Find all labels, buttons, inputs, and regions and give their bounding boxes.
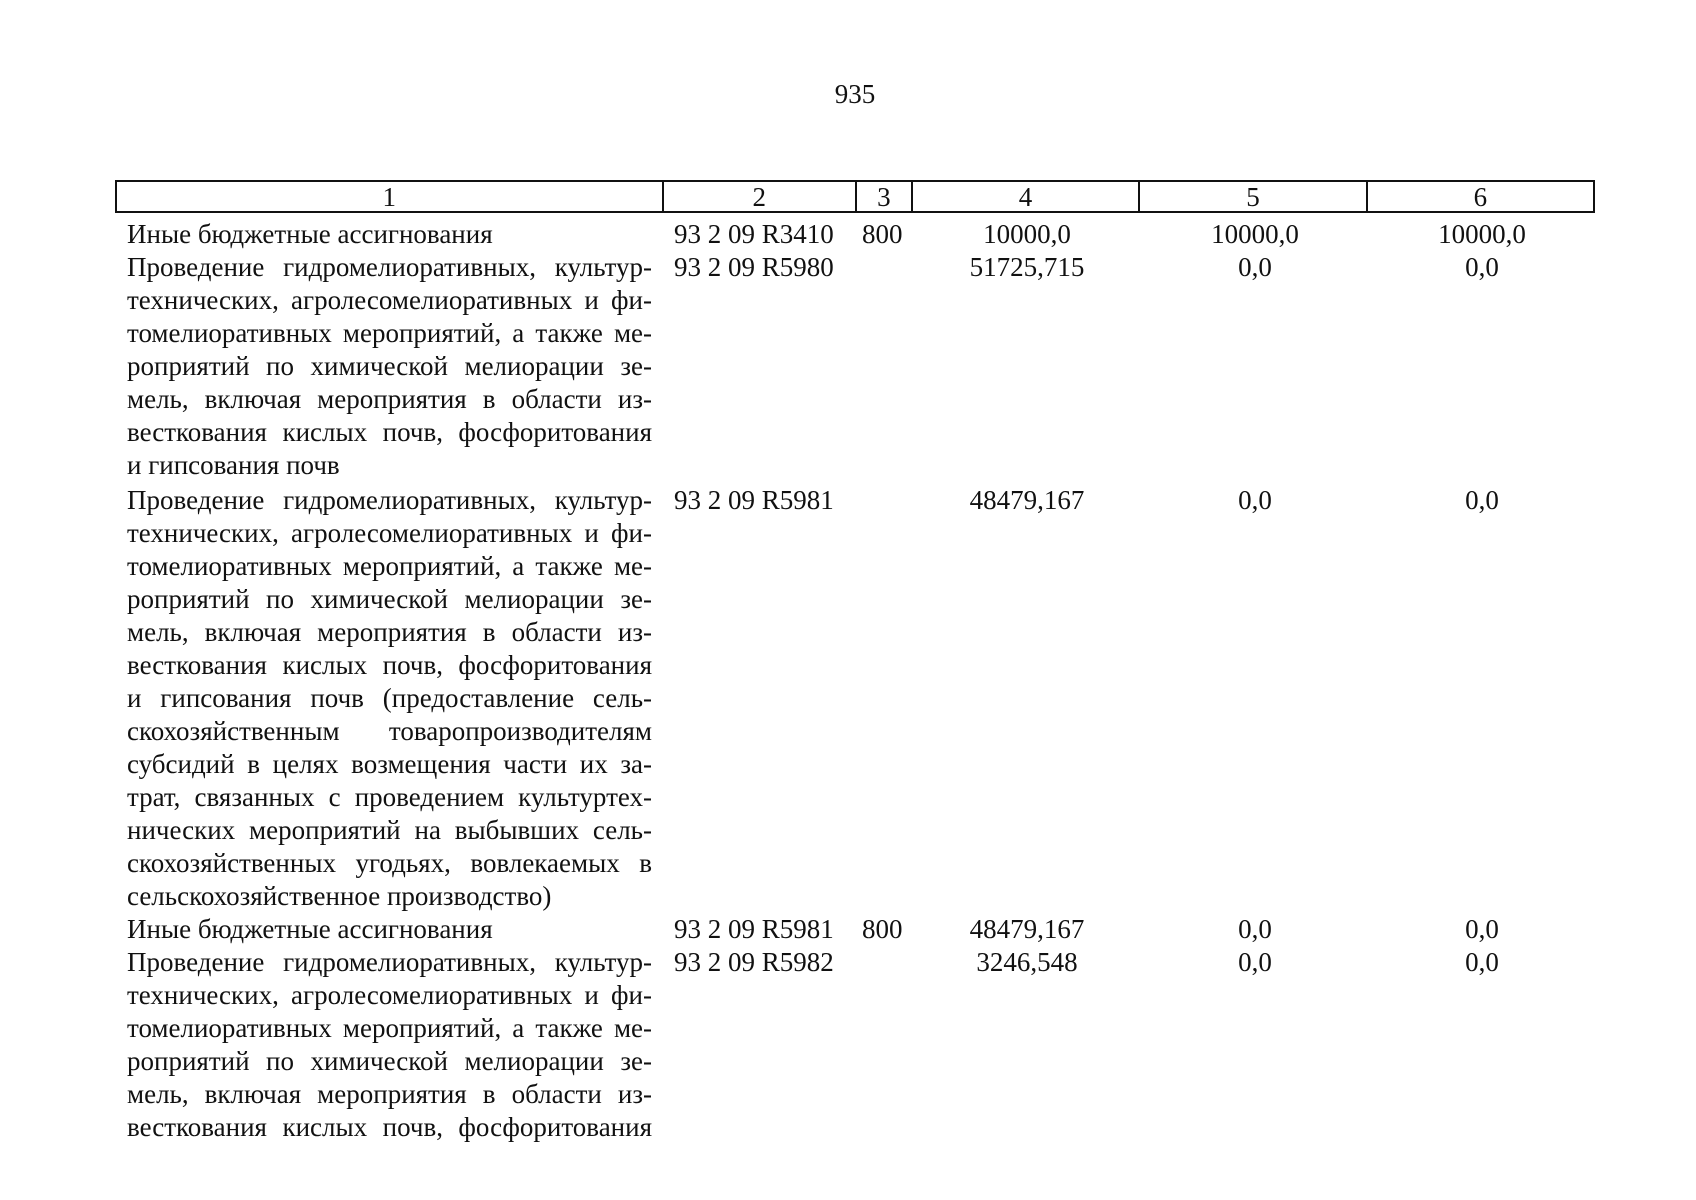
row-name-line: мель, включая мероприятия в области из- xyxy=(127,1079,652,1109)
row-name-line: сельскохозяйственное производство) xyxy=(127,881,552,911)
row-name-line: Иные бюджетные ассигнования xyxy=(127,219,493,249)
row-name-line: технических, агролесомелиоративных и фи- xyxy=(127,285,652,315)
page-number: 935 xyxy=(834,79,876,109)
row-value-4: 3246,548 xyxy=(976,947,1078,977)
row-name-line: технических, агролесомелиоративных и фи- xyxy=(127,518,652,548)
row-value-4: 48479,167 xyxy=(969,485,1085,515)
row-name xyxy=(127,218,652,251)
row-code: 93 2 09 R5981 xyxy=(674,485,834,515)
row-name-line: Проведение гидромелиоративных, культур- xyxy=(127,947,652,977)
row-value-6: 0,0 xyxy=(1465,252,1499,282)
row-name-line: весткования кислых почв, фосфоритования xyxy=(127,650,652,680)
row-value-4: 51725,715 xyxy=(969,252,1085,282)
row-name-line: томелиоративных мероприятий, а также ме- xyxy=(127,318,652,348)
row-name-line: скохозяйственных угодьях, вовлекаемых в xyxy=(127,848,652,878)
row-name-line: и гипсования почв (предоставление сель- xyxy=(127,683,652,713)
row-value-5: 0,0 xyxy=(1238,252,1272,282)
row-name-line: роприятий по химической мелиорации зе- xyxy=(127,351,652,381)
row-type: 800 xyxy=(862,219,903,249)
row-name-line: технических, агролесомелиоративных и фи- xyxy=(127,980,652,1010)
row-value-6: 0,0 xyxy=(1465,914,1499,944)
row-name-line: и гипсования почв xyxy=(127,450,340,480)
row-code: 93 2 09 R5980 xyxy=(674,252,834,282)
row-value-6: 10000,0 xyxy=(1438,219,1526,249)
row-name-line: трат, связанных с проведением культуртех- xyxy=(127,782,652,812)
row-name-line: нических мероприятий на выбывших сель- xyxy=(127,815,652,845)
row-value-5: 10000,0 xyxy=(1211,219,1299,249)
header-col-5: 5 xyxy=(1140,182,1367,211)
row-name-line: мель, включая мероприятия в области из- xyxy=(127,384,652,414)
row-value-6: 0,0 xyxy=(1465,485,1499,515)
header-col-6: 6 xyxy=(1473,182,1488,212)
row-name-line: Проведение гидромелиоративных, культур- xyxy=(127,252,652,282)
row-value-5: 0,0 xyxy=(1238,485,1272,515)
row-code: 93 2 09 R5981 xyxy=(674,914,834,944)
row-code: 93 2 09 R3410 xyxy=(674,219,834,249)
row-name-line: мель, включая мероприятия в области из- xyxy=(127,617,652,647)
row-value-4: 10000,0 xyxy=(983,219,1071,249)
row-name xyxy=(127,946,652,1144)
row-value-4: 48479,167 xyxy=(969,914,1085,944)
row-name-line: субсидий в целях возмещения части их за- xyxy=(127,749,652,779)
row-name xyxy=(127,484,652,913)
row-name xyxy=(127,913,652,946)
row-name-line: Иные бюджетные ассигнования xyxy=(127,914,493,944)
row-name-line: роприятий по химической мелиорации зе- xyxy=(127,1046,652,1076)
row-code: 93 2 09 R5982 xyxy=(674,947,834,977)
header-col-4: 4 xyxy=(913,182,1140,211)
table-header xyxy=(115,180,1595,213)
row-name-line: весткования кислых почв, фосфоритования xyxy=(127,1112,652,1142)
row-name-line: роприятий по химической мелиорации зе- xyxy=(127,584,652,614)
row-name-line: томелиоративных мероприятий, а также ме- xyxy=(127,1013,652,1043)
header-col-1: 1 xyxy=(117,182,664,211)
header-col-3: 3 xyxy=(857,182,913,211)
row-name-line: весткования кислых почв, фосфоритования xyxy=(127,417,652,447)
row-name xyxy=(127,251,652,482)
row-value-5: 0,0 xyxy=(1238,914,1272,944)
row-name-line: Проведение гидромелиоративных, культур- xyxy=(127,485,652,515)
row-value-5: 0,0 xyxy=(1238,947,1272,977)
row-name-line: томелиоративных мероприятий, а также ме- xyxy=(127,551,652,581)
row-type: 800 xyxy=(862,914,903,944)
row-value-6: 0,0 xyxy=(1465,947,1499,977)
header-col-2: 2 xyxy=(664,182,857,211)
row-name-line: скохозяйственным товаропроизводителям xyxy=(127,716,652,746)
